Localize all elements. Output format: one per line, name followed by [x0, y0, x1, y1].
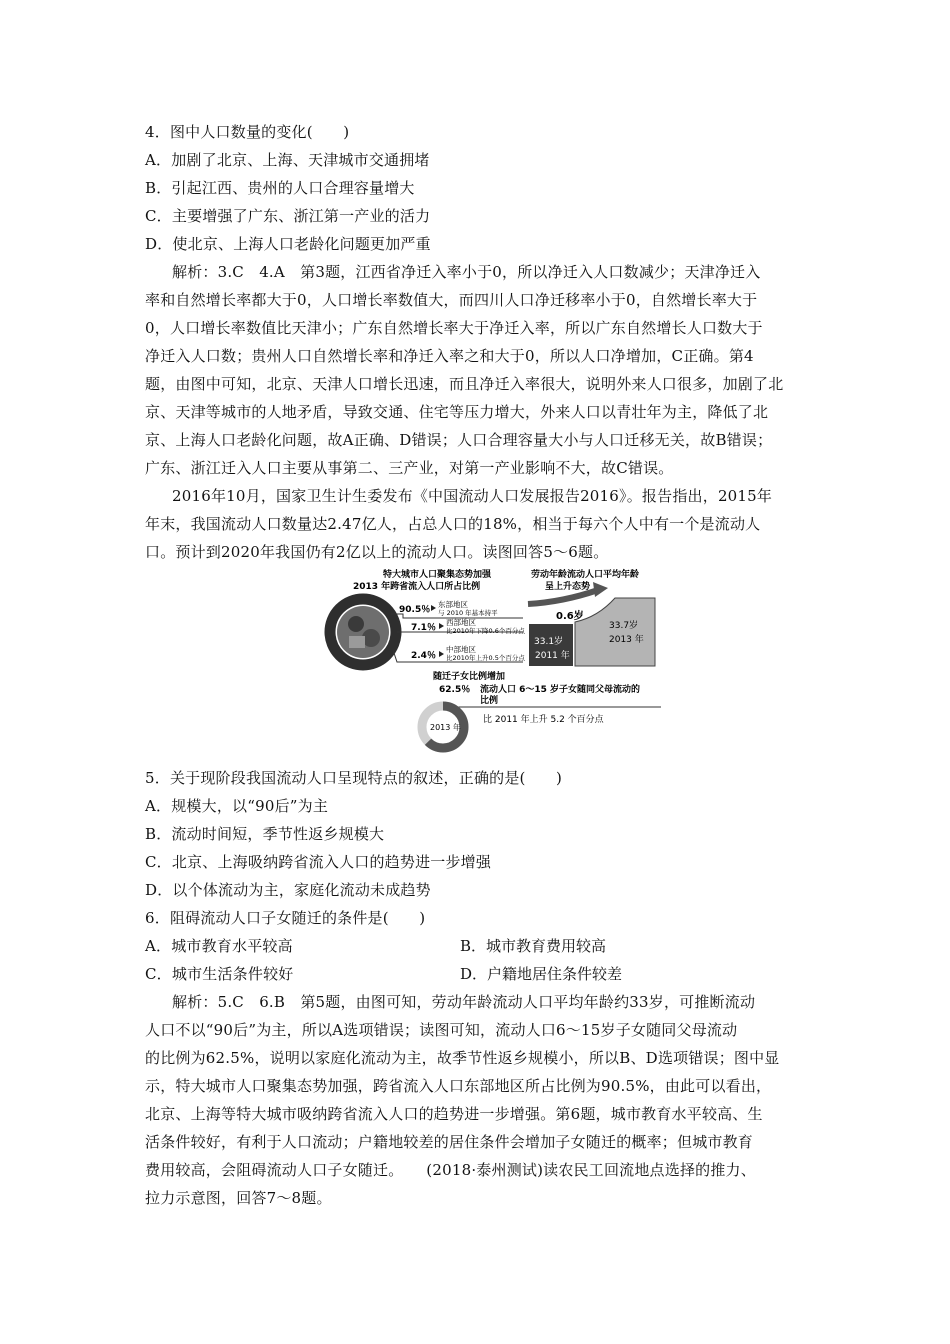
analysis1-line: 解析：3.C 4.A 第3题，江西省净迁入率小于0，所以净迁入人口数减少；天津净迁入: [172, 263, 761, 281]
analysis2-line: 的比例为62.5%，说明以家庭化流动为主，故季节性返乡规模小，所以B、D选项错误；图中显: [145, 1049, 780, 1067]
age-2011: 33.1岁: [534, 637, 564, 647]
intro-line: 口。预计到2020年我国仍有2亿以上的流动人口。读图回答5～6题。: [145, 543, 609, 561]
analysis1-line: 率和自然增长率都大于0，人口增长率数值大，而四川人口净迁移率小于0，自然增长率大于: [145, 291, 758, 309]
analysis2-line: 拉力示意图，回答7～8题。: [145, 1189, 332, 1207]
luggage-illustration: [349, 636, 365, 648]
mid-percentage: 2.4％: [411, 651, 436, 661]
year-2013: 2013 年: [609, 635, 644, 645]
east-percentage: 90.5％: [399, 605, 431, 615]
children-desc: 流动人口 6～15 岁子女随同父母流动的: [480, 685, 641, 695]
analysis2-line: 示，特大城市人口聚集态势加强，跨省流入人口东部地区所占比例为90.5%，由此可以看出，: [145, 1077, 772, 1095]
children-title: 随迁子女比例增加: [433, 672, 506, 682]
q6-option-b: B．城市教育费用较高: [460, 937, 607, 955]
age-2013: 33.7岁: [609, 621, 639, 631]
analysis2-line: 北京、上海等特大城市吸纳跨省流入人口的趋势进一步增强。第6题，城市教育水平较高、生: [145, 1105, 763, 1123]
q4-option-a: A．加剧了北京、上海、天津城市交通拥堵: [145, 151, 430, 169]
rising-arrow: [528, 590, 598, 604]
q5-option-b: B．流动时间短，季节性返乡规模大: [145, 825, 385, 843]
analysis1-line: 0，人口增长率数值比天津小；广东自然增长率大于净迁入率，所以广东自然增长人口数大于: [145, 319, 763, 337]
crowd-illustration: [348, 616, 364, 632]
age-increase: 0.6岁: [556, 611, 584, 622]
mid-change: 比2010年上升0.5个百分点: [446, 654, 525, 662]
analysis1-line: 京、天津等城市的人地矛盾，导致交通、住宅等压力增大，外来人口以青壮年为主，降低了北: [145, 403, 769, 421]
crowd-illustration: [337, 606, 389, 658]
pointer-icon: [439, 623, 444, 629]
q6-option-a: A．城市教育水平较高: [145, 937, 293, 955]
west-label: 西部地区: [446, 618, 476, 627]
analysis1-line: 净迁入人口数；贵州人口自然增长率和净迁入率之和大于0，所以人口净增加，C正确。第4: [145, 347, 754, 365]
children-desc: 比例: [480, 696, 499, 706]
q4-stem: 4．图中人口数量的变化( ): [145, 123, 350, 141]
intro-line: 2016年10月，国家卫生计生委发布《中国流动人口发展报告2016》。报告指出，2015年: [172, 487, 773, 505]
q4-option-d: D．使北京、上海人口老龄化问题更加严重: [145, 235, 431, 253]
left-title-1: 特大城市人口聚集态势加强: [383, 570, 492, 580]
q5-option-d: D．以个体流动为主，家庭化流动未成趋势: [145, 881, 431, 899]
children-year: 2013 年: [430, 723, 461, 732]
q5-option-a: A．规模大，以“90后”为主: [145, 797, 329, 815]
analysis1-line: 题，由图中可知，北京、天津人口增长迅速，而且净迁入率很大，说明外来人口很多，加剧了北: [145, 375, 784, 393]
west-percentage: 7.1％: [411, 623, 436, 633]
west-change: 比2010年下降0.6个百分点: [446, 627, 525, 635]
mid-label: 中部地区: [446, 645, 476, 654]
analysis2-line: 解析：5.C 6.B 第5题，由图可知，劳动年龄流动人口平均年龄约33岁，可推断流动: [172, 993, 756, 1011]
q4-option-b: B．引起江西、贵州的人口合理容量增大: [145, 179, 415, 197]
right-title-1: 劳动年龄流动人口平均年龄: [531, 570, 640, 580]
pointer-icon: [439, 651, 444, 657]
q6-option-c: C．城市生活条件较好: [145, 965, 294, 983]
q4-option-c: C．主要增强了广东、浙江第一产业的活力: [145, 207, 431, 225]
analysis1-line: 京、上海人口老龄化问题，故A正确、D错误；人口合理容量大小与人口迁移无关，故B错误；: [145, 431, 773, 449]
children-change: 比 2011 年上升 5.2 个百分点: [483, 715, 604, 725]
arrow-head-icon: [593, 582, 608, 597]
east-change: 与 2010 年基本持平: [438, 609, 498, 617]
intro-line: 年末，我国流动人口数量达2.47亿人，占总人口的18%，相当于每六个人中有一个是流动人: [145, 515, 761, 533]
right-title-2: 呈上升态势: [545, 582, 591, 592]
left-title-2: 2013 年跨省流入人口所占比例: [353, 582, 481, 592]
analysis2-line: 费用较高，会阻碍流动人口子女随迁。 (2018·泰州测试)读农民工回流地点选择的推力、: [145, 1161, 756, 1179]
east-label: 东部地区: [438, 600, 468, 609]
analysis1-line: 广东、浙江迁入人口主要从事第二、三产业，对第一产业影响不大，故C错误。: [145, 459, 674, 477]
bar-2013: [575, 598, 655, 666]
analysis2-line: 人口不以“90后”为主，所以A选项错误；读图可知，流动人口6～15岁子女随同父母流动: [145, 1021, 738, 1039]
q5-stem: 5．关于现阶段我国流动人口呈现特点的叙述，正确的是( ): [145, 769, 563, 787]
children-percentage: 62.5％: [439, 685, 471, 695]
q6-stem: 6．阻碍流动人口子女随迁的条件是( ): [145, 909, 426, 927]
q6-option-d: D．户籍地居住条件较差: [460, 965, 623, 983]
floating-population-infographic: [323, 562, 663, 762]
pointer-icon: [431, 605, 436, 611]
q5-option-c: C．北京、上海吸纳跨省流入人口的趋势进一步增强: [145, 853, 492, 871]
year-2011: 2011 年: [535, 651, 570, 661]
analysis2-line: 活条件较好，有利于人口流动；户籍地较差的居住条件会增加子女随迁的概率；但城市教育: [145, 1133, 754, 1151]
